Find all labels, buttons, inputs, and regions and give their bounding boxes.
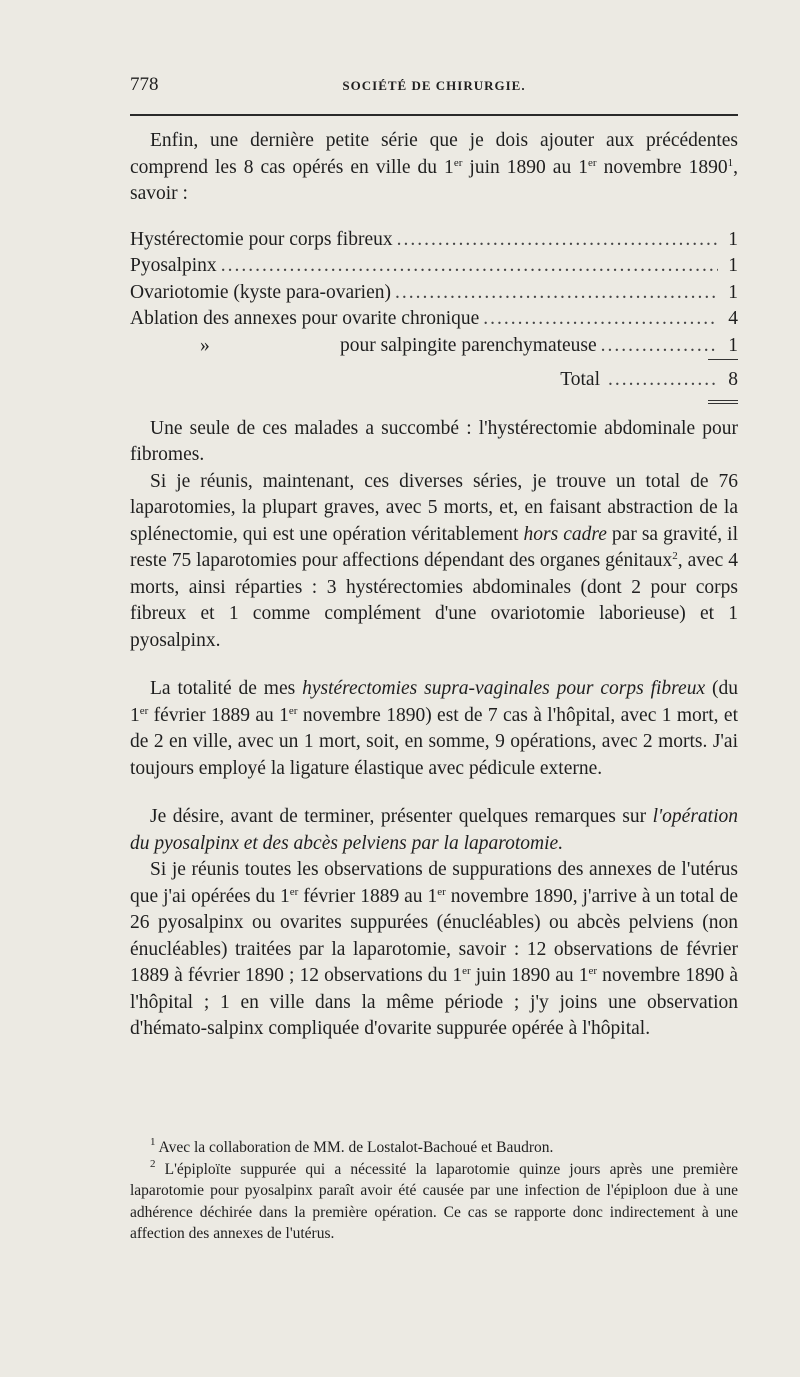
leader-dots	[601, 333, 718, 360]
list-item	[130, 227, 738, 254]
p3-text-d: novembre 1890) est de 7 cas à l'hôpital, avec 1 mort, et de 2 en ville, avec un 1 mort, soit, en somme, 9 opérations, avec 2 morts. J'ai toujours employé la ligature élastique avec pédicule externe.	[130, 704, 738, 779]
page-header	[130, 74, 738, 100]
footnote-1-text: Avec la collaboration de MM. de Lostalot-Bachoué et Baudron.	[158, 1139, 554, 1156]
footnote-1-mark: 1	[150, 1136, 156, 1148]
list-item-label: Hystérectomie pour corps fibreux	[130, 228, 393, 250]
double-rule	[708, 400, 738, 404]
p5-text-e: novembre 1890 à l'hôpital ; 1 en ville dans la même période ; j'y joins une observation d'hémato-salpinx compliquée d'ovarite suppurée opérée à l'hôpital.	[130, 965, 738, 1039]
leader-dots	[397, 227, 718, 254]
list-item-value: 1	[728, 228, 738, 250]
footnote-2	[130, 1159, 738, 1245]
intro-text-a: Enfin, une dernière petite série que je dois ajouter aux précédentes comprend les 8 cas opérés en ville du 1	[130, 130, 738, 178]
case-list	[130, 227, 738, 404]
list-item-value: 1	[728, 334, 738, 356]
p4-text-a: Je désire, avant de terminer, présenter quelques remarques sur	[150, 806, 653, 827]
intro-text-b: juin 1890 au 1	[462, 156, 589, 178]
p5-sup-3: er	[462, 965, 471, 977]
ditto-mark: »	[200, 334, 210, 356]
leader-dots	[221, 253, 718, 280]
footnote-2-text: L'épiploïte suppurée qui a nécessité la laparotomie quinze jours après une première laparotomie pour pyosalpinx paraît avoir été causée par une infection de l'épiploon due à une adhérence déchirée dans la première opération. Ce cas se rapporte donc indirectement à une affection des annexes de l'utérus.	[130, 1160, 739, 1242]
p2-italic: hors cadre	[523, 523, 607, 545]
p3-italic: hystérectomies supra-vaginales pour corps fibreux	[302, 678, 706, 699]
p5-text-c: novembre 1890, j'arrive à un total de 26 pyosalpinx ou ovarites suppurées (énucléables) ou abcès pelviens (non énucléables) traitées par la laparotomie, savoir : 12 observations de février 1889 à février 1890 ; 12 observations du 1	[130, 885, 738, 986]
leader-dots	[483, 306, 718, 333]
p2-text-a: Si je réunis, maintenant, ces diverses séries, je trouve un total de 76 laparotomies, la plupart graves, avec 5 morts, et, en faisant abstraction de la splénectomie, qui est une opération véritablement	[130, 470, 738, 545]
list-item-value: 4	[728, 308, 738, 329]
leader-dots	[395, 280, 718, 307]
running-title: SOCIÉTÉ DE CHIRURGIE.	[342, 78, 526, 93]
footnote-ref-2: 2	[672, 550, 678, 562]
list-item-label: Ablation des annexes pour ovarite chronique	[130, 308, 480, 329]
p3-sup-1: er	[139, 704, 149, 717]
p5-sup-2: er	[437, 885, 446, 898]
list-item	[130, 253, 738, 280]
p5-text-b: février 1889 au 1	[298, 885, 438, 907]
paragraph-2	[130, 469, 738, 655]
p2-text-b: par sa gravité, il reste 75 laparotomies pour affections dépendant des organes génitaux	[130, 523, 738, 571]
main-text	[130, 128, 738, 1043]
p2-text-c: , avec 4 morts, ainsi réparties : 3 hystérectomies abdominales (dont 2 pour corps fibreux et 1 comme complément d'une ovariotomie laborieuse) et 1 pyosalpinx.	[130, 550, 738, 651]
p5-sup-1: er	[289, 885, 299, 898]
intro-text-c: novembre 1890	[596, 156, 728, 178]
p3-text-b: (du 1	[130, 678, 738, 726]
intro-text-d: , savoir :	[130, 156, 738, 204]
leader-dots	[608, 367, 718, 394]
list-item-label: Ovariotomie (kyste para-ovarien)	[130, 281, 391, 303]
paragraph-3	[130, 676, 738, 782]
footnotes	[130, 1137, 738, 1245]
total-value: 8	[728, 369, 738, 390]
list-item-value: 1	[728, 281, 738, 303]
p3-text-c: février 1889 au 1	[148, 704, 289, 726]
p3-sup-2: er	[288, 704, 298, 717]
footnote-1	[130, 1137, 738, 1159]
list-item-label: Pyosalpinx	[130, 255, 217, 276]
intro-sup-b: er	[588, 156, 597, 169]
intro-sup-a: er	[453, 156, 463, 169]
list-item-value: 1	[728, 255, 738, 276]
footnote-ref-1: 1	[727, 156, 734, 169]
paragraph-4	[130, 804, 738, 857]
list-item-label	[130, 333, 597, 360]
intro-paragraph	[130, 128, 738, 208]
paragraph-1: Une seule de ces malades a succombé : l'hystérectomie abdominale pour fibromes.	[130, 417, 738, 465]
paragraph-5	[130, 857, 738, 1043]
total-row	[130, 359, 738, 394]
page-number: 778	[130, 74, 159, 95]
p4-italic: l'opération du pyosalpinx et des abcès pelviens par la laparotomie.	[130, 806, 738, 854]
total-label: Total	[560, 369, 600, 390]
list-item	[130, 280, 738, 307]
header-rule	[130, 114, 738, 116]
list-item	[130, 306, 738, 333]
p3-text-a: La totalité de mes	[150, 678, 303, 699]
p5-text-a: Si je réunis toutes les observations de suppurations des annexes de l'utérus que j'ai opérées du 1	[130, 859, 738, 907]
list-item-label-text: pour salpingite parenchymateuse	[340, 334, 597, 356]
p5-text-d: juin 1890 au 1	[470, 965, 589, 986]
list-item	[130, 333, 738, 360]
p5-sup-4: er	[588, 965, 598, 977]
total-rule	[708, 359, 738, 360]
footnote-2-mark: 2	[150, 1157, 156, 1170]
